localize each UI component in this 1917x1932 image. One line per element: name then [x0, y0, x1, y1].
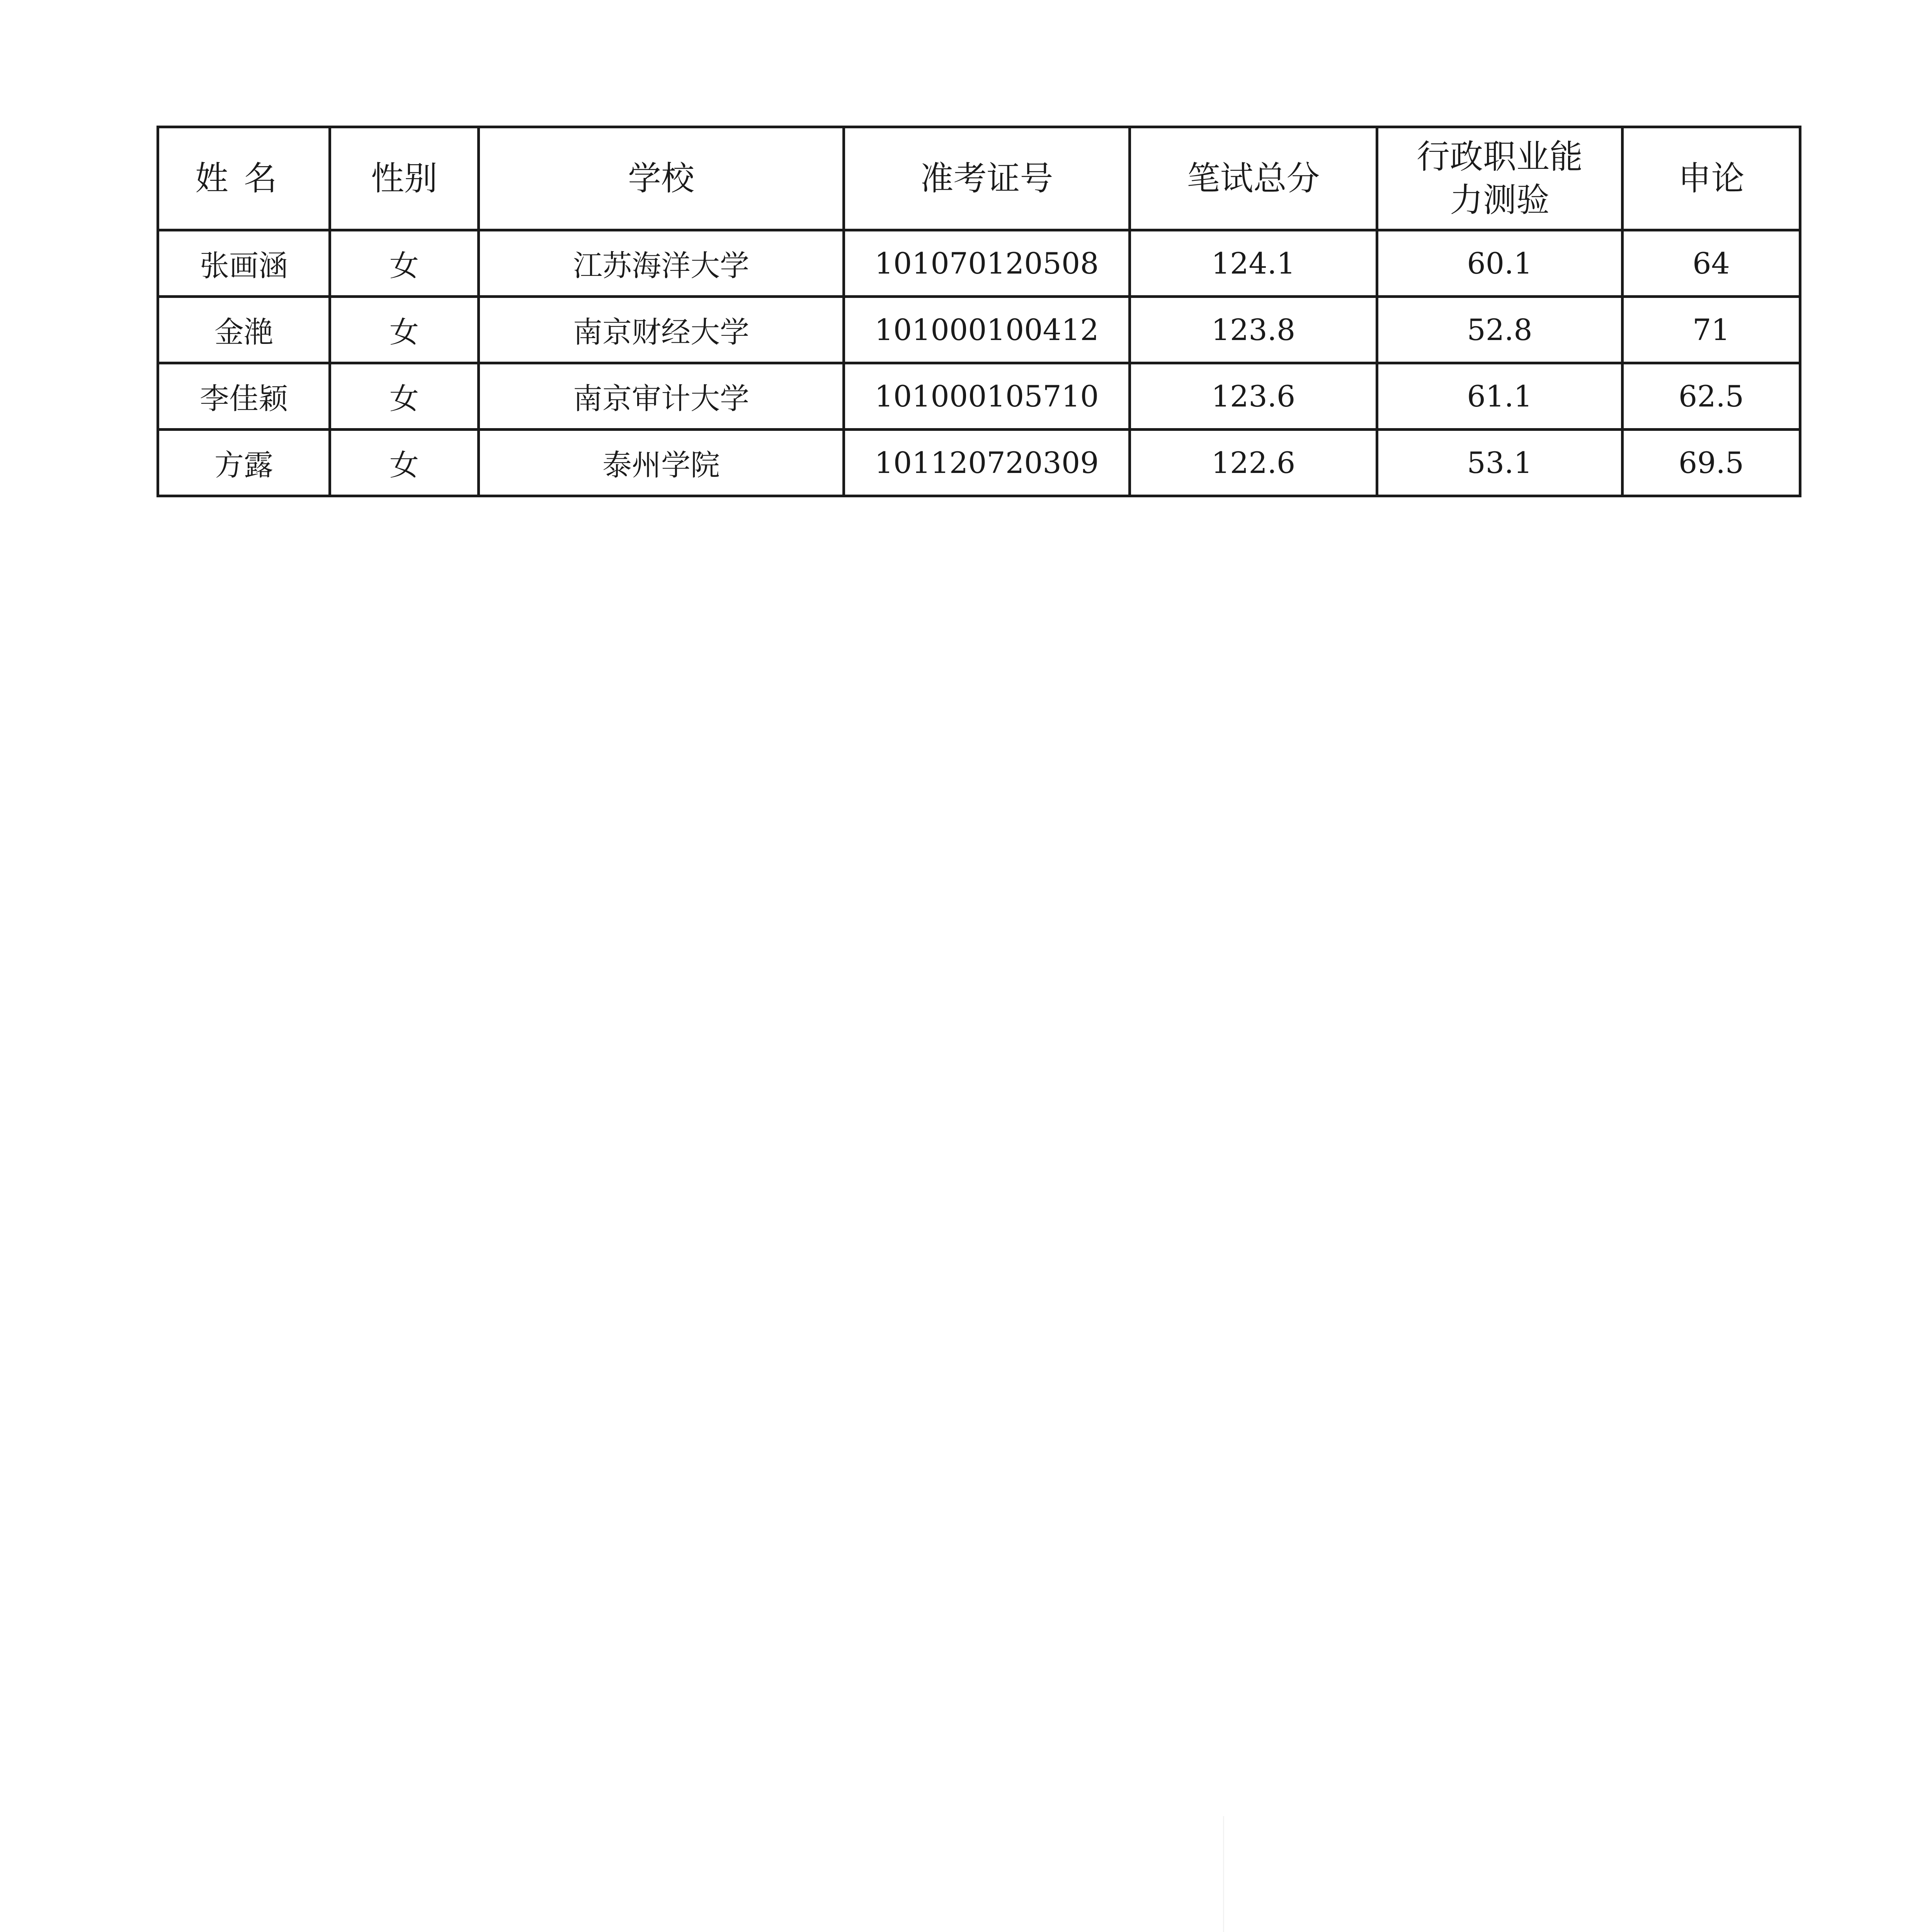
table-row [158, 363, 1800, 430]
header-aptitude-label: 行政职业能力测验 [1417, 138, 1583, 219]
table-row [158, 230, 1800, 297]
cell-exam-id: 101120720309 [844, 430, 1130, 496]
header-school: 学校 [479, 127, 844, 230]
cell-aptitude: 52.8 [1377, 297, 1623, 363]
cell-essay: 69.5 [1623, 430, 1800, 496]
cell-exam-id: 101000100412 [844, 297, 1130, 363]
cell-school: 泰州学院 [479, 430, 844, 496]
cell-essay: 64 [1623, 230, 1800, 297]
cell-name: 张画涵 [158, 230, 330, 297]
cell-written-total: 122.6 [1130, 430, 1377, 496]
cell-essay: 71 [1623, 297, 1800, 363]
cell-essay: 62.5 [1623, 363, 1800, 430]
cell-school: 南京财经大学 [479, 297, 844, 363]
cell-written-total: 123.8 [1130, 297, 1377, 363]
table-row [158, 297, 1800, 363]
cell-aptitude: 60.1 [1377, 230, 1623, 297]
header-exam-id: 准考证号 [844, 127, 1130, 230]
cell-name: 方露 [158, 430, 330, 496]
header-essay: 申论 [1623, 127, 1800, 230]
header-gender: 性别 [330, 127, 479, 230]
cell-school: 南京审计大学 [479, 363, 844, 430]
cell-aptitude: 53.1 [1377, 430, 1623, 496]
cell-exam-id: 101070120508 [844, 230, 1130, 297]
score-table [156, 126, 1801, 497]
table-row [158, 430, 1800, 496]
header-aptitude [1377, 127, 1623, 230]
cell-exam-id: 101000105710 [844, 363, 1130, 430]
cell-gender: 女 [330, 297, 479, 363]
cell-gender: 女 [330, 430, 479, 496]
cell-gender: 女 [330, 230, 479, 297]
cell-written-total: 124.1 [1130, 230, 1377, 297]
cell-written-total: 123.6 [1130, 363, 1377, 430]
cell-name: 李佳颖 [158, 363, 330, 430]
cell-name: 金滟 [158, 297, 330, 363]
cell-aptitude: 61.1 [1377, 363, 1623, 430]
cell-gender: 女 [330, 363, 479, 430]
header-written-total: 笔试总分 [1130, 127, 1377, 230]
cell-school: 江苏海洋大学 [479, 230, 844, 297]
scan-artifact-line [1223, 1816, 1224, 1932]
header-row [158, 127, 1800, 230]
header-name: 姓名 [158, 127, 330, 230]
